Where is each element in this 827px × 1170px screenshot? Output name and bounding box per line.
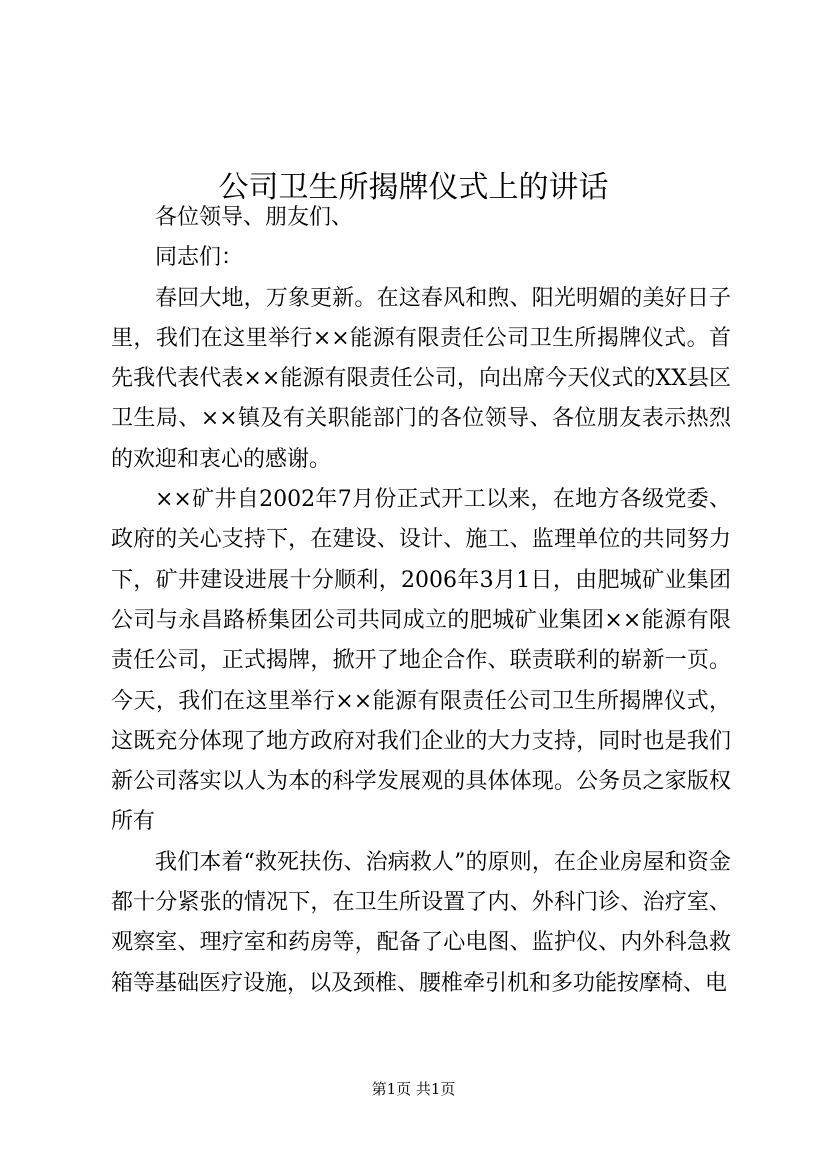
document-body (111, 198, 731, 1004)
body-paragraph: 春回大地，万象更新。在这春风和煦、阳光明媚的美好日子里，我们在这里举行××能源有限责任公司卫生所揭牌仪式。首先我代表代表××能源有限责任公司，向出席今天仪式的XX县区卫生局、××镇及有关职能部门的各位领导、各位朋友表示热烈的欢迎和衷心的感谢。 (111, 285, 731, 472)
document-title: 公司卫生所揭牌仪式上的讲话 (218, 170, 609, 206)
salutation-line: 同志们： (155, 245, 244, 271)
salutation-line: 各位领导、朋友们、 (155, 205, 354, 230)
body-paragraph: 我们本着“救死扶伤、治病救人”的原则，在企业房屋和资金都十分紧张的情况下，在卫生所设置了内、外科门诊、治疗室、观察室、理疗室和药房等，配备了心电图、监护仪、内外科急救箱等基础医疗设施，以及颈椎、腰椎牵引机和多功能按摩椅、电 (111, 849, 731, 996)
page-number-footer: 第1页 共1页 (371, 1080, 456, 1098)
body-paragraph: ××矿井自2002年7月份正式开工以来，在地方各级党委、政府的关心支持下，在建设、设计、施工、监理单位的共同努力下，矿井建设进展十分顺利，2006年3月1日，由肥城矿业集团公司与永昌路桥集团公司共同成立的肥城矿业集团××能源有限责任公司，正式揭牌，掀开了地企合作、联责联利的崭新一页。今天，我们在这里举行××能源有限责任公司卫生所揭牌仪式，这既充分体现了地方政府对我们企业的大力支持，同时也是我们新公司落实以人为本的科学发展观的具体体现。公务员之家版权所有 (111, 487, 731, 835)
